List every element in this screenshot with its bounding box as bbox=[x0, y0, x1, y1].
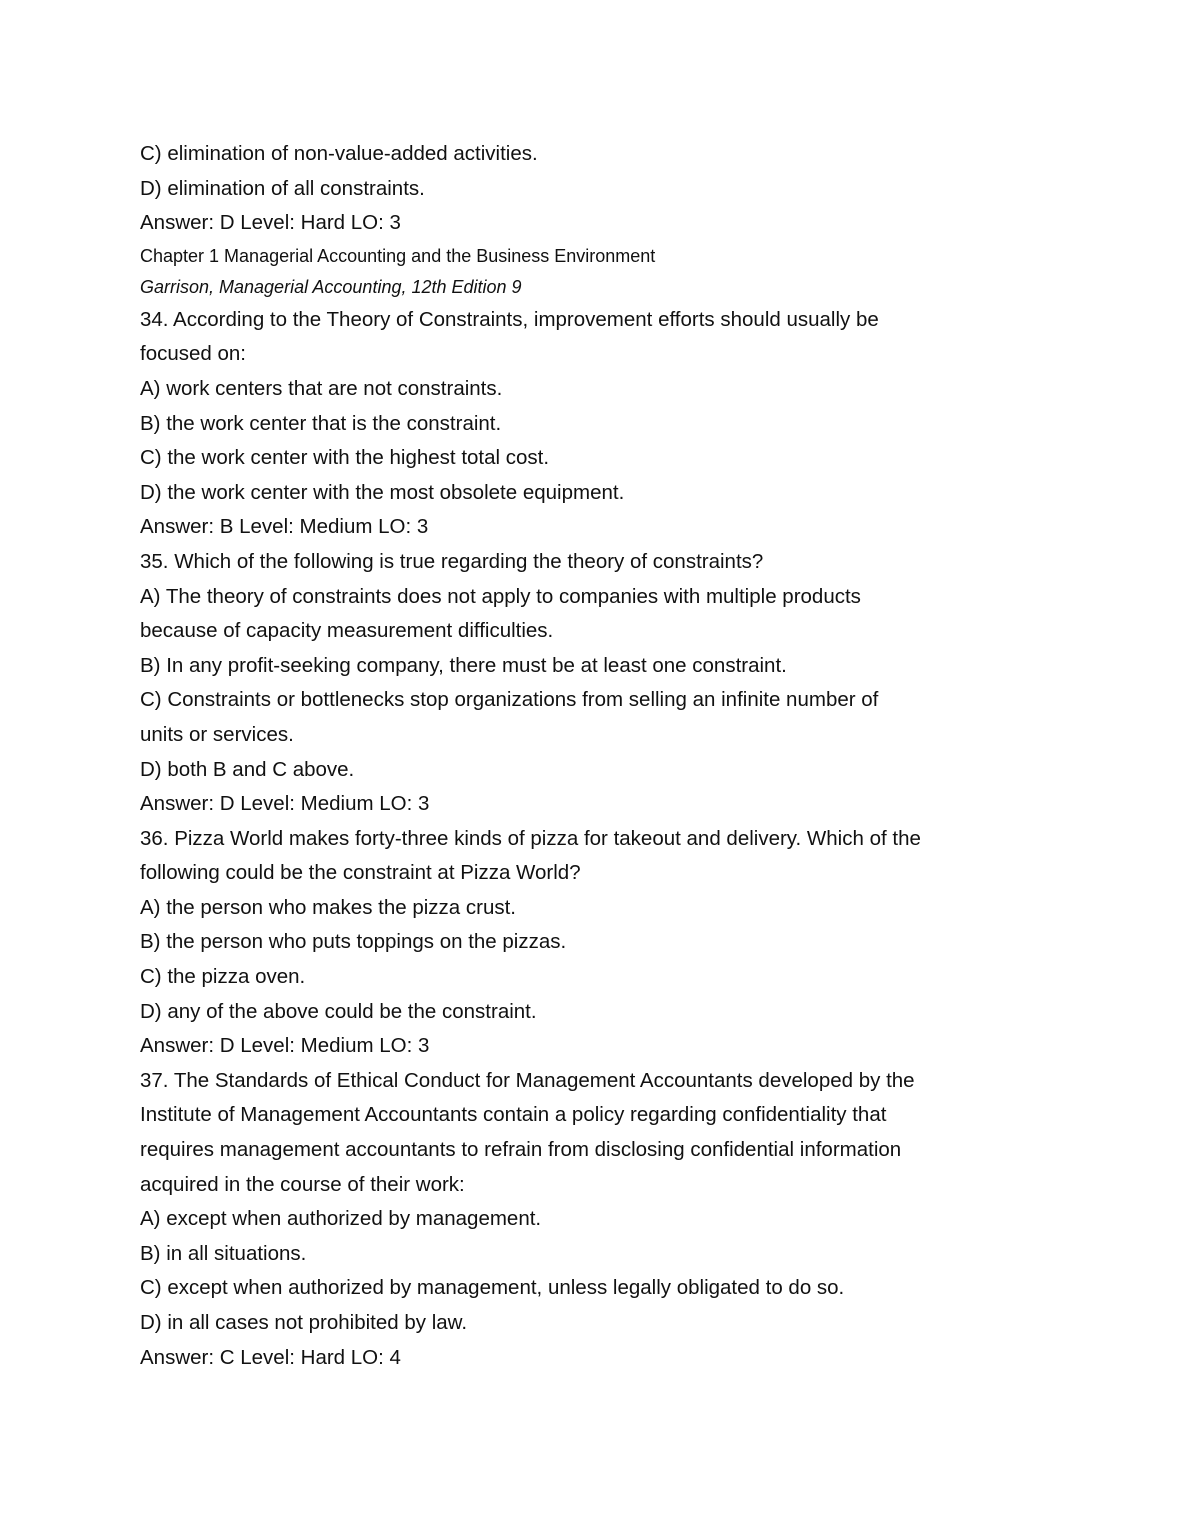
answer-line: Answer: B Level: Medium LO: 3 bbox=[140, 515, 429, 539]
option-line: A) The theory of constraints does not apply to companies with multiple products bbox=[140, 584, 861, 608]
question-37 bbox=[140, 1064, 1000, 1375]
option-line: B) In any profit-seeking company, there must be at least one constraint. bbox=[140, 653, 787, 677]
question-stem: requires management accountants to refrain from disclosing confidential information bbox=[140, 1138, 902, 1162]
question-stem: 35. Which of the following is true regarding the theory of constraints? bbox=[140, 549, 764, 573]
question-stem: 34. According to the Theory of Constraints, improvement efforts should usually be bbox=[140, 307, 879, 331]
chapter-title: Chapter 1 Managerial Accounting and the Business Environment bbox=[140, 245, 656, 266]
answer-line: Answer: C Level: Hard LO: 4 bbox=[140, 1345, 401, 1369]
question-36 bbox=[140, 822, 1000, 1064]
option-line: A) the person who makes the pizza crust. bbox=[140, 895, 517, 919]
option-line: C) the pizza oven. bbox=[140, 965, 306, 989]
option-line: D) both B and C above. bbox=[140, 757, 355, 781]
running-header bbox=[140, 241, 1000, 303]
option-line: because of capacity measurement difficulties. bbox=[140, 619, 554, 643]
document-page bbox=[140, 137, 1000, 1375]
option-line: B) the person who puts toppings on the pizzas. bbox=[140, 930, 567, 954]
question-34 bbox=[140, 303, 1000, 545]
source-citation: Garrison, Managerial Accounting, 12th Edition 9 bbox=[140, 276, 522, 297]
option-line: D) any of the above could be the constraint. bbox=[140, 999, 537, 1023]
answer-line: Answer: D Level: Hard LO: 3 bbox=[140, 211, 401, 235]
option-line: B) the work center that is the constraint. bbox=[140, 411, 502, 435]
option-line: A) work centers that are not constraints. bbox=[140, 376, 503, 400]
answer-line: Answer: D Level: Medium LO: 3 bbox=[140, 1034, 430, 1058]
question-35 bbox=[140, 545, 1000, 822]
answer-line: Answer: D Level: Medium LO: 3 bbox=[140, 792, 430, 816]
continued-question bbox=[140, 137, 1000, 241]
question-stem: acquired in the course of their work: bbox=[140, 1172, 465, 1196]
question-stem: 37. The Standards of Ethical Conduct for Management Accountants developed by the bbox=[140, 1068, 915, 1092]
option-line: C) Constraints or bottlenecks stop organizations from selling an infinite number of bbox=[140, 688, 879, 712]
question-stem: following could be the constraint at Pizza World? bbox=[140, 861, 581, 885]
option-line: C) elimination of non-value-added activities. bbox=[140, 142, 538, 165]
question-stem: focused on: bbox=[140, 342, 246, 366]
option-line: A) except when authorized by management. bbox=[140, 1207, 542, 1231]
option-line: B) in all situations. bbox=[140, 1241, 307, 1265]
option-line: C) the work center with the highest total cost. bbox=[140, 446, 550, 470]
question-stem: Institute of Management Accountants contain a policy regarding confidentiality that bbox=[140, 1103, 887, 1127]
option-line: C) except when authorized by management, unless legally obligated to do so. bbox=[140, 1276, 845, 1300]
option-line: D) elimination of all constraints. bbox=[140, 176, 425, 200]
option-line: D) the work center with the most obsolete equipment. bbox=[140, 480, 625, 504]
option-line: units or services. bbox=[140, 722, 294, 746]
question-stem: 36. Pizza World makes forty-three kinds of pizza for takeout and delivery. Which of the bbox=[140, 826, 921, 850]
option-line: D) in all cases not prohibited by law. bbox=[140, 1311, 468, 1334]
